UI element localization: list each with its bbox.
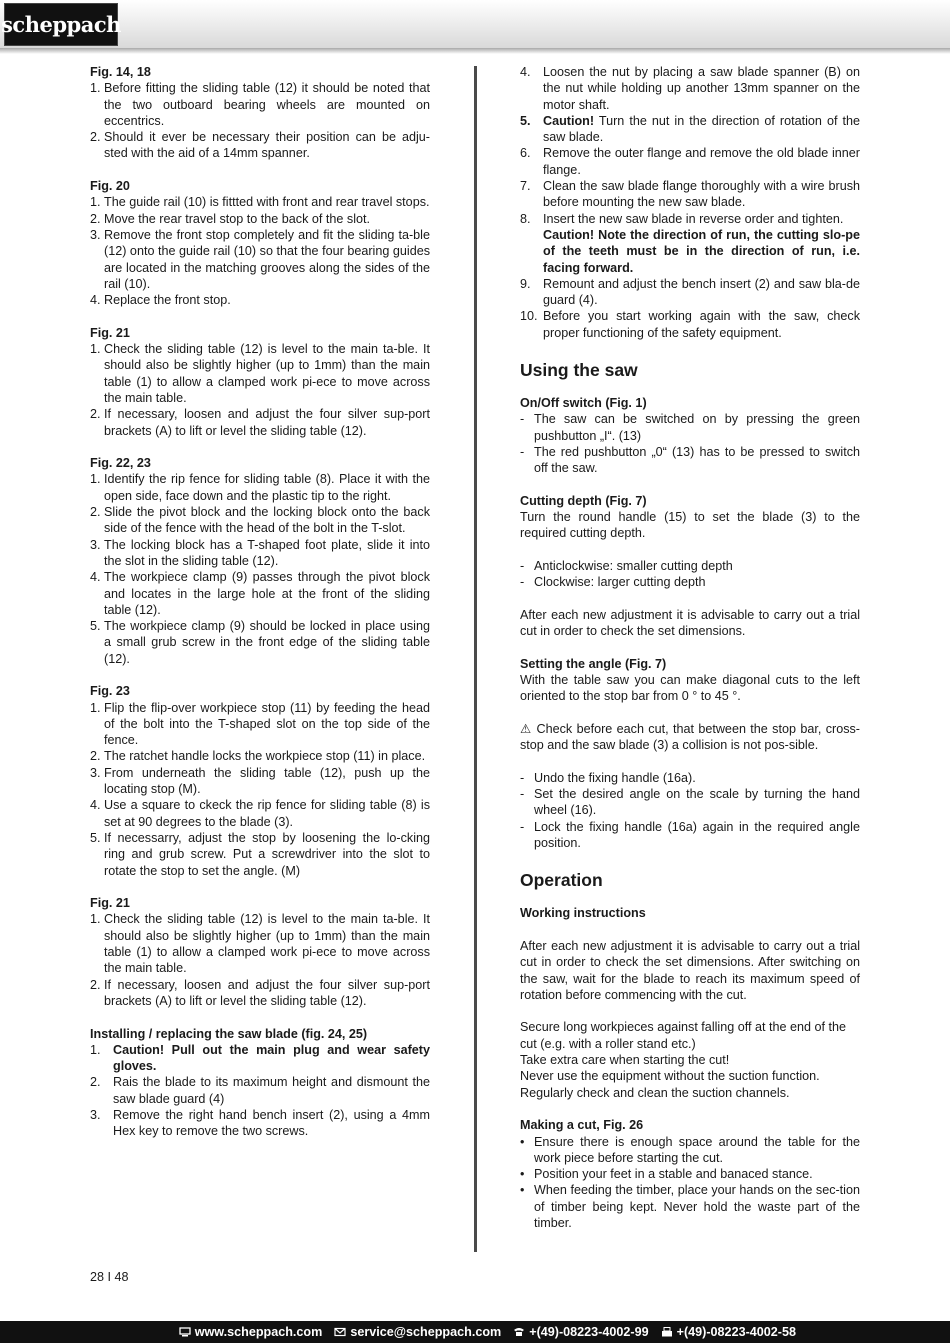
paragraph: Turn the round handle (15) to set the blade (3) to the required cutting depth. (520, 510, 860, 541)
left-column (90, 64, 430, 1140)
paragraph: Secure long workpieces against falling off at the end of the cut (e.g. with a roller stand etc.) (520, 1020, 847, 1051)
fax-icon (661, 1327, 673, 1337)
numbered-list (90, 194, 430, 308)
list-item: - Set the desired angle on the scale by turning the hand wheel (16). (520, 787, 860, 818)
list-item: • Ensure there is enough space around the table for the work piece before starting the cut. (520, 1134, 860, 1165)
list-item: 2. If necessary, loosen and adjust the four silver sup-port brackets (A) to lift or level the sliding table (12). (90, 407, 430, 438)
list-item: 1. Caution! Pull out the main plug and wear safety gloves. (90, 1042, 430, 1074)
list-item: 5. If necessarry, adjust the stop by loosening the lo-cking ring and grub screw. Put a screwdriver into the slot to rotate the stop to set the angle. (M) (90, 830, 430, 878)
header-shadow (0, 48, 950, 54)
section-heading: Installing / replacing the saw blade (fig. 24, 25) (90, 1026, 368, 1041)
paragraph: After each new adjustment it is advisable to carry out a trial cut in order to check the set dimensions. (520, 607, 860, 639)
list-item: 1. Before fitting the sliding table (12) it should be noted that the two outboard bearing wheels are mounted on eccentrics. (90, 81, 430, 128)
footer-fax[interactable]: +(49)-08223-4002-58 (661, 1325, 796, 1339)
paragraph: With the table saw you can make diagonal cuts to the left oriented to the stop bar from 0 ° to 45 °. (520, 673, 860, 704)
paragraph: After each new adjustment it is advisable to carry out a trial cut in order to check the set dimensions. After switching on the saw, wait for the blade to reach its maximum speed of rotation before commencing with the cut. (520, 938, 860, 1002)
paragraph: Never use the equipment without the suction function. (520, 1069, 820, 1084)
blade-steps-continued-list (520, 64, 860, 341)
dash-list (520, 558, 860, 591)
subsection-heading: Working instructions (520, 906, 646, 921)
list-item: 1. Identify the rip fence for sliding table (8). Place it with the open side, face down and the plastic tip to the right. (90, 472, 430, 503)
warning-paragraph: ⚠ Check before each cut, that between the stop bar, cross-stop and the saw blade (3) a collision is not pos-sible. (520, 721, 860, 753)
section-title-using-the-saw: Using the saw (520, 360, 638, 381)
footer-bar (0, 1321, 950, 1343)
section-heading: Fig. 14, 18 (90, 65, 151, 79)
numbered-list (90, 700, 430, 879)
list-item: 3. Remove the right hand bench insert (2), using a 4mm Hex key to remove the two screws. (90, 1108, 430, 1139)
list-item: 4. Use a square to ckeck the rip fence for sliding table (8) is set at 90 degrees to the blade (3). (90, 798, 430, 829)
list-item: - The red pushbutton „0“ (13) has to be pressed to switch off the saw. (520, 444, 860, 476)
scheppach-logo: scheppach (4, 3, 118, 46)
dash-list (520, 770, 860, 851)
list-item: 2. If necessary, loosen and adjust the four silver sup-port brackets (A) to lift or level the sliding table (12). (90, 977, 430, 1008)
list-item: • Position your feet in a stable and banaced stance. (520, 1167, 813, 1182)
warning-icon: ⚠ (520, 721, 533, 736)
right-column (520, 64, 860, 1231)
list-item: 3. From underneath the sliding table (12), push up the locating stop (M). (90, 765, 430, 797)
paragraph: Regularly check and clean the suction channels. (520, 1085, 790, 1100)
dash-list (520, 411, 860, 476)
list-item: 3. The locking block has a T-shaped foot plate, slide it into the slot in the sliding table (12). (90, 537, 430, 568)
list-item: 2. Should it ever be necessary their position can be adju-sted with the aid of a 14mm spanner. (90, 130, 430, 161)
list-item: 2. The ratchet handle locks the workpiece stop (11) in place. (90, 749, 426, 764)
footer-phone[interactable]: +(49)-08223-4002-99 (513, 1325, 648, 1339)
bullet-list (520, 1134, 860, 1232)
blade-steps-list (90, 1042, 430, 1140)
subsection-heading: Setting the angle (Fig. 7) (520, 656, 667, 671)
numbered-list (90, 911, 430, 1009)
numbered-list (90, 80, 430, 161)
list-item: 2. Rais the blade to its maximum height and dismount the saw blade guard (4) (90, 1075, 430, 1106)
subsection-heading: Cutting depth (Fig. 7) (520, 493, 647, 508)
list-item: 1. The guide rail (10) is fittted with front and rear travel stops. (90, 195, 430, 210)
list-item: 6. Remove the outer flange and remove the old blade inner flange. (520, 146, 860, 177)
list-item: - Clockwise: larger cutting depth (520, 575, 706, 590)
list-item: - Undo the fixing handle (16a). (520, 770, 696, 785)
list-item: - The saw can be switched on by pressing the green pushbutton „I“. (13) (520, 412, 860, 443)
list-item: - Anticlockwise: smaller cutting depth (520, 559, 733, 574)
list-item: 9. Remount and adjust the bench insert (2) and saw bla-de guard (4). (520, 276, 860, 308)
section-heading: Fig. 22, 23 (90, 456, 151, 471)
subsection-heading: Making a cut, Fig. 26 (520, 1118, 644, 1133)
list-item: 1. Check the sliding table (12) is level to the main ta-ble. It should also be slightly higher (up to 1mm) than the main table (1) to allow a clamped work pi-ece to move across the main table. (90, 912, 430, 976)
list-item: 4. The workpiece clamp (9) passes through the pivot block and locates in the large hole at the front of the sliding table (12). (90, 570, 430, 617)
list-item: 4. Loosen the nut by placing a saw blade spanner (B) on the nut while holding up another 13mm spanner on the motor shaft. (520, 65, 860, 112)
envelope-icon (334, 1327, 346, 1337)
list-item: • When feeding the timber, place your hands on the sec-tion of timber being kept. Never hold the waste part of the timber. (520, 1183, 860, 1230)
list-item: 4. Replace the front stop. (90, 293, 231, 308)
list-item: 2. Slide the pivot block and the locking block onto the back side of the fence with the head of the bolt in the T-slot. (90, 505, 430, 536)
column-divider (474, 66, 477, 1252)
phone-icon (513, 1327, 525, 1337)
numbered-list (90, 341, 430, 439)
section-heading: Fig. 23 (90, 684, 130, 699)
footer-website[interactable]: www.scheppach.com (179, 1325, 323, 1339)
page-number: 28 I 48 (90, 1270, 129, 1284)
list-item: 1. Check the sliding table (12) is level to the main ta-ble. It should also be slightly higher (up to 1mm) than the main table (1) to allow a clamped work pi-ece to move across the main table. (90, 342, 430, 405)
section-heading: Fig. 21 (90, 896, 130, 911)
subsection-heading: On/Off switch (Fig. 1) (520, 396, 647, 411)
section-heading: Fig. 21 (90, 325, 130, 340)
paragraph: Take extra care when starting the cut! (520, 1053, 730, 1068)
footer-email[interactable]: service@scheppach.com (334, 1325, 501, 1339)
list-item: 2. Move the rear travel stop to the back of the slot. (90, 211, 371, 226)
list-item: 5. The workpiece clamp (9) should be locked in place using a small grub screw in the front edge of the sliding table (12). (90, 619, 430, 666)
section-heading: Fig. 20 (90, 179, 130, 194)
list-item: 1. Flip the flip-over workpiece stop (11) by feeding the head of the bolt into the T-shaped slot on the top side of the fence. (90, 700, 430, 748)
numbered-list (90, 471, 430, 667)
section-title-operation: Operation (520, 870, 603, 891)
header-bar (0, 0, 950, 48)
list-item: 5. Caution! Turn the nut in the direction of rotation of the saw blade. (520, 113, 860, 145)
list-item: 10. Before you start working again with the saw, check proper functioning of the safety equipment. (520, 309, 860, 340)
list-item: 7. Clean the saw blade flange thoroughly with a wire brush before mounting the new saw blade. (520, 179, 860, 210)
list-item: 8. Insert the new saw blade in reverse order and tighten. Caution! Note the direction of run, the cutting slo-pe of the teeth must be in the direction of run, i.e. facing forward. (520, 211, 860, 275)
list-item: - Lock the fixing handle (16a) again in the required angle position. (520, 819, 860, 851)
monitor-icon (179, 1327, 191, 1337)
list-item: 3. Remove the front stop completely and fit the sliding ta-ble (12) onto the guide rail (10) so that the four bearing guides are located in the matching grooves along the sides of the rail (10). (90, 227, 430, 291)
